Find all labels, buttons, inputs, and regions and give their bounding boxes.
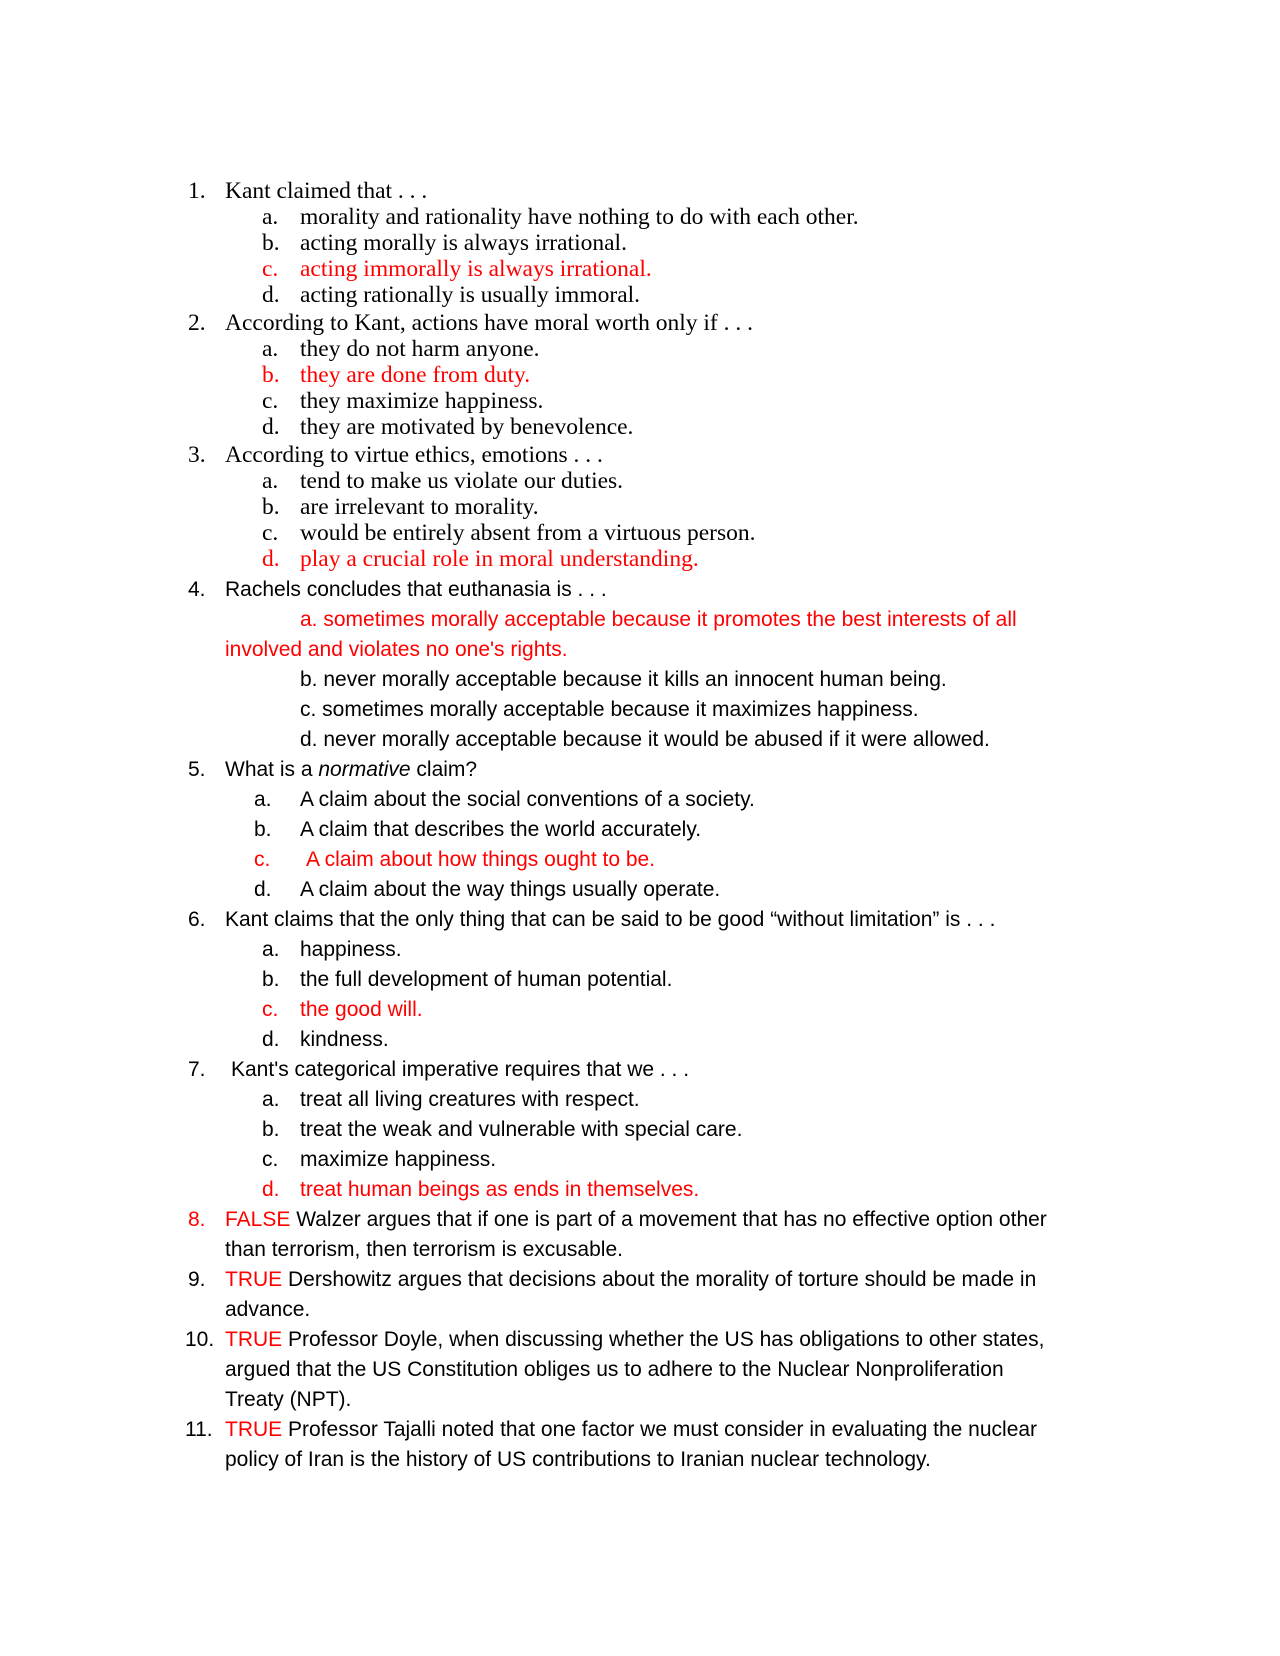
answer-label: FALSE [225,1208,291,1231]
option-text: maximize happiness. [300,1148,497,1171]
question-stem-continued: argued that the US Constitution obliges us to adhere to the Nuclear Nonproliferation [225,1358,1004,1381]
option-text-correct: involved and violates no one's rights. [225,638,568,661]
question-stem: According to Kant, actions have moral worth only if . . . [225,310,753,336]
option-text-correct: acting immorally is always irrational. [300,256,652,282]
option-letter: b. [262,494,280,520]
question-number: 3. [188,442,206,468]
question-number: 8. [188,1208,206,1231]
question-number: 1. [188,178,206,204]
option-letter: a. [262,336,279,362]
option-letter: c. [262,520,279,546]
question-stem: FALSE Walzer argues that if one is part of a movement that has no effective option other [225,1208,1047,1231]
question-stem: TRUE Professor Doyle, when discussing whether the US has obligations to other states, [225,1328,1045,1351]
option-text: they are motivated by benevolence. [300,414,634,440]
option-text: are irrelevant to morality. [300,494,539,520]
question-stem: Kant claims that the only thing that can be said to be good “without limitation” is . . . [225,908,996,931]
question-stem-continued: policy of Iran is the history of US contributions to Iranian nuclear technology. [225,1448,931,1471]
question-stem: What is a normative claim? [225,758,478,781]
option-text: d. never morally acceptable because it would be abused if it were allowed. [300,728,990,751]
option-letter: a. [254,788,272,811]
option-letter: b. [262,968,280,991]
option-letter-correct: d. [262,546,280,572]
option-text: c. sometimes morally acceptable because it maximizes happiness. [300,698,919,721]
option-text: the full development of human potential. [300,968,673,991]
option-text: they do not harm anyone. [300,336,540,362]
answer-label: TRUE [225,1328,283,1351]
option-text-correct: they are done from duty. [300,362,531,388]
question-number: 7. [188,1058,206,1081]
option-text-correct: a. sometimes morally acceptable because it promotes the best interests of all [300,608,1017,631]
question-stem: Kant claimed that . . . [225,178,428,204]
option-letter: d. [262,282,280,308]
option-letter: b. [262,1118,280,1141]
question-number: 2. [188,310,206,336]
question-number: 6. [188,908,206,931]
question-stem: According to virtue ethics, emotions . . . [225,442,603,468]
option-letter-correct: c. [254,848,271,871]
question-number: 5. [188,758,206,781]
question-stem-continued: than terrorism, then terrorism is excusable. [225,1238,623,1261]
option-text: A claim that describes the world accurately. [300,818,702,841]
option-text-correct: A claim about how things ought to be. [306,848,656,871]
question-number: 9. [188,1268,206,1291]
option-text-correct: treat human beings as ends in themselves. [300,1178,700,1201]
option-text: acting rationally is usually immoral. [300,282,641,308]
question-stem: TRUE Dershowitz argues that decisions about the morality of torture should be made in [225,1268,1037,1291]
option-text: tend to make us violate our duties. [300,468,624,494]
option-letter: b. [262,230,280,256]
option-letter-correct: c. [262,256,279,282]
option-letter-correct: d. [262,1178,280,1201]
option-letter: d. [262,414,280,440]
option-text: kindness. [300,1028,389,1051]
option-text: morality and rationality have nothing to do with each other. [300,204,859,230]
question-stem: Rachels concludes that euthanasia is . . . [225,578,607,601]
option-letter: a. [262,1088,280,1111]
option-letter-correct: c. [262,998,279,1021]
question-stem-continued: advance. [225,1298,311,1321]
option-letter: d. [262,1028,280,1051]
option-text: A claim about the social conventions of a society. [300,788,755,811]
option-text-correct: the good will. [300,998,423,1021]
option-text: would be entirely absent from a virtuous person. [300,520,756,546]
option-text: they maximize happiness. [300,388,544,414]
option-text: b. never morally acceptable because it kills an innocent human being. [300,668,947,691]
option-text-correct: play a crucial role in moral understanding. [300,546,699,572]
option-text: treat the weak and vulnerable with special care. [300,1118,743,1141]
answer-label: TRUE [225,1268,283,1291]
answer-label: TRUE [225,1418,283,1441]
option-letter: a. [262,204,279,230]
option-text: treat all living creatures with respect. [300,1088,640,1111]
option-letter: b. [254,818,272,841]
option-letter: a. [262,938,280,961]
option-letter: c. [262,388,279,414]
question-number: 4. [188,578,206,601]
option-letter-correct: b. [262,362,280,388]
option-letter: c. [262,1148,279,1171]
option-letter: d. [254,878,272,901]
option-text: acting morally is always irrational. [300,230,627,256]
question-stem-continued: Treaty (NPT). [225,1388,352,1411]
italic-term: normative [318,758,411,781]
question-stem: TRUE Professor Tajalli noted that one factor we must consider in evaluating the nuclear [225,1418,1038,1441]
question-stem: Kant's categorical imperative requires that we . . . [231,1058,690,1081]
question-number: 10. [185,1328,215,1351]
option-text: happiness. [300,938,402,961]
option-letter: a. [262,468,279,494]
question-number: 11. [185,1418,213,1441]
option-text: A claim about the way things usually operate. [300,878,721,901]
